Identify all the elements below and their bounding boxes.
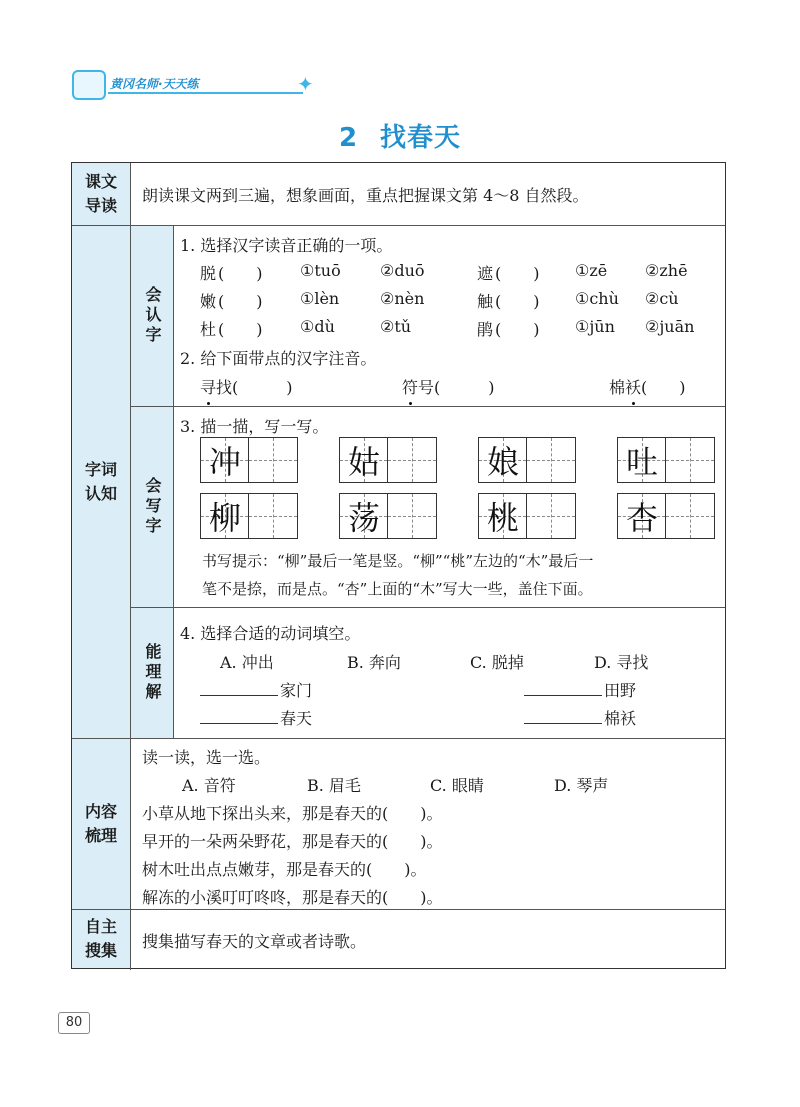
page-number: 80	[58, 1012, 90, 1034]
words-label-line1: 字词	[84, 460, 117, 479]
answer-paren: ( )	[218, 264, 263, 283]
content-line: 小草从地下探出头来，那是春天的( )。	[142, 804, 443, 823]
grid-square	[249, 438, 297, 482]
pinyin-item	[402, 375, 495, 398]
model-char: 荡	[347, 499, 380, 537]
pinyin-blank: ( )	[641, 378, 686, 397]
answer-paren: ( )	[495, 320, 540, 339]
guide-label-line1: 课文	[84, 172, 117, 191]
answer-paren: ( )	[218, 292, 263, 311]
content-line: 树木吐出点点嫩芽，那是春天的( )。	[142, 860, 427, 879]
model-char: 柳	[208, 499, 241, 537]
option-a: ①chù	[575, 289, 619, 308]
blank-noun: 家门	[280, 681, 313, 700]
dotted-char: 袄	[625, 375, 641, 398]
grid-square	[527, 438, 575, 482]
verb-option: D. 寻找	[594, 653, 649, 672]
dotted-char: 符	[402, 375, 418, 398]
option-b: ②nèn	[380, 289, 425, 308]
collect-label-line1: 自主	[84, 917, 117, 936]
dotted-char: 寻	[200, 375, 216, 398]
blank-noun: 棉袄	[604, 709, 637, 728]
brand-label: 黄冈名师·天天练	[110, 77, 199, 91]
grid-square	[527, 494, 575, 538]
writing-tip-line2: 笔不是捺，而是点。“杏”上面的“木”写大一些，盖住下面。	[202, 580, 593, 598]
grid-square	[666, 438, 714, 482]
fill-blank-item	[524, 706, 636, 729]
verb-option: B. 奔向	[347, 653, 401, 672]
option-b: ②duō	[380, 261, 425, 280]
guide-label-line2: 导读	[84, 196, 117, 215]
words-label-line2: 认知	[84, 484, 117, 503]
recognize-label-text: 会认字	[143, 286, 162, 346]
pinyin-item	[609, 375, 686, 398]
collect-text: 搜集描写春天的文章或者诗歌。	[142, 932, 367, 951]
model-char: 吐	[625, 443, 658, 481]
option-b: ②tǔ	[380, 317, 412, 336]
fill-blank-item	[200, 678, 312, 701]
content-line: 早开的一朵两朵野花，那是春天的( )。	[142, 832, 443, 851]
collect-label-line2: 搜集	[84, 941, 117, 960]
writing-grid[interactable]	[200, 493, 298, 539]
option-b: ②zhē	[645, 261, 688, 280]
answer-line[interactable]	[524, 707, 602, 724]
option-a: ①jūn	[575, 317, 615, 336]
blank-noun: 田野	[604, 681, 637, 700]
grid-square	[249, 494, 297, 538]
sub-column-divider	[173, 225, 174, 738]
content-intro: 读一读，选一选。	[142, 748, 271, 767]
answer-paren: ( )	[495, 264, 540, 283]
content-line: 解冻的小溪叮叮咚咚，那是春天的( )。	[142, 888, 443, 907]
worksheet-table	[71, 162, 726, 969]
char-chu: 触	[477, 292, 494, 311]
grid-square	[666, 494, 714, 538]
question-2: 2. 给下面带点的汉字注音。	[180, 349, 377, 368]
writing-tip-line1: 书写提示：“柳”最后一笔是竖。“柳”“桃”左边的“木”最后一	[202, 552, 594, 570]
grid-square	[388, 494, 436, 538]
writing-grid[interactable]	[478, 493, 576, 539]
content-label	[72, 739, 130, 909]
pinyin-blank: 号( )	[418, 378, 495, 397]
collect-label	[72, 910, 130, 968]
recognize-label	[131, 226, 173, 406]
plain-char: 棉	[609, 378, 626, 397]
pinyin-item	[200, 375, 293, 398]
blank-noun: 春天	[280, 709, 313, 728]
content-label-line1: 内容	[84, 802, 117, 821]
option-b: ②juān	[645, 317, 695, 336]
writing-grid[interactable]	[478, 437, 576, 483]
writing-grid[interactable]	[617, 437, 715, 483]
answer-paren: ( )	[218, 320, 263, 339]
lesson-number: 2	[338, 123, 359, 153]
model-char: 桃	[486, 499, 519, 537]
model-char: 姑	[347, 443, 380, 481]
option-b: ②cù	[645, 289, 679, 308]
grid-square	[388, 438, 436, 482]
divider	[72, 738, 725, 739]
write-label	[131, 407, 173, 607]
verb-option: C. 脱掉	[470, 653, 524, 672]
writing-grid[interactable]	[339, 493, 437, 539]
divider	[72, 909, 725, 910]
content-label-line2: 梳理	[84, 826, 117, 845]
words-label	[72, 226, 130, 738]
fill-blank-item	[524, 678, 636, 701]
writing-grid[interactable]	[200, 437, 298, 483]
content-option: A. 音符	[182, 776, 236, 795]
content-option: C. 眼睛	[430, 776, 484, 795]
brand-underline	[108, 92, 303, 94]
lesson-title	[0, 117, 800, 154]
question-1: 1. 选择汉字读音正确的一项。	[180, 236, 393, 255]
char-nen: 嫩	[200, 292, 217, 311]
divider	[130, 607, 725, 608]
answer-line[interactable]	[200, 707, 278, 724]
answer-paren: ( )	[495, 292, 540, 311]
char-du: 杜	[200, 320, 217, 339]
answer-line[interactable]	[200, 679, 278, 696]
option-a: ①lèn	[300, 289, 340, 308]
model-char: 杏	[625, 499, 658, 537]
model-char: 娘	[486, 443, 519, 481]
content-option: D. 琴声	[554, 776, 609, 795]
understand-label	[131, 608, 173, 738]
content-option: B. 眉毛	[307, 776, 361, 795]
guide-label	[72, 163, 130, 225]
option-a: ①zē	[575, 261, 608, 280]
bear-logo-icon	[72, 70, 106, 100]
option-a: ①tuō	[300, 261, 341, 280]
pinyin-blank: 找( )	[216, 378, 293, 397]
guide-text: 朗读课文两到三遍，想象画面，重点把握课文第 4～8 自然段。	[142, 186, 589, 205]
char-juan: 鹃	[477, 320, 494, 339]
sparkle-icon: ✦	[297, 72, 314, 96]
understand-label-text: 能理解	[143, 643, 162, 703]
writing-grid[interactable]	[617, 493, 715, 539]
lesson-name: 找春天	[380, 123, 462, 153]
divider	[130, 406, 725, 407]
question-4: 4. 选择合适的动词填空。	[180, 624, 361, 643]
fill-blank-item	[200, 706, 312, 729]
option-a: ①dù	[300, 317, 335, 336]
writing-grid[interactable]	[339, 437, 437, 483]
write-label-text: 会写字	[143, 477, 162, 537]
answer-line[interactable]	[524, 679, 602, 696]
verb-option: A. 冲出	[220, 653, 274, 672]
char-zhe: 遮	[477, 264, 494, 283]
char-tuo: 脱	[200, 264, 217, 283]
question-3: 3. 描一描，写一写。	[180, 417, 329, 436]
model-char: 冲	[208, 443, 241, 481]
